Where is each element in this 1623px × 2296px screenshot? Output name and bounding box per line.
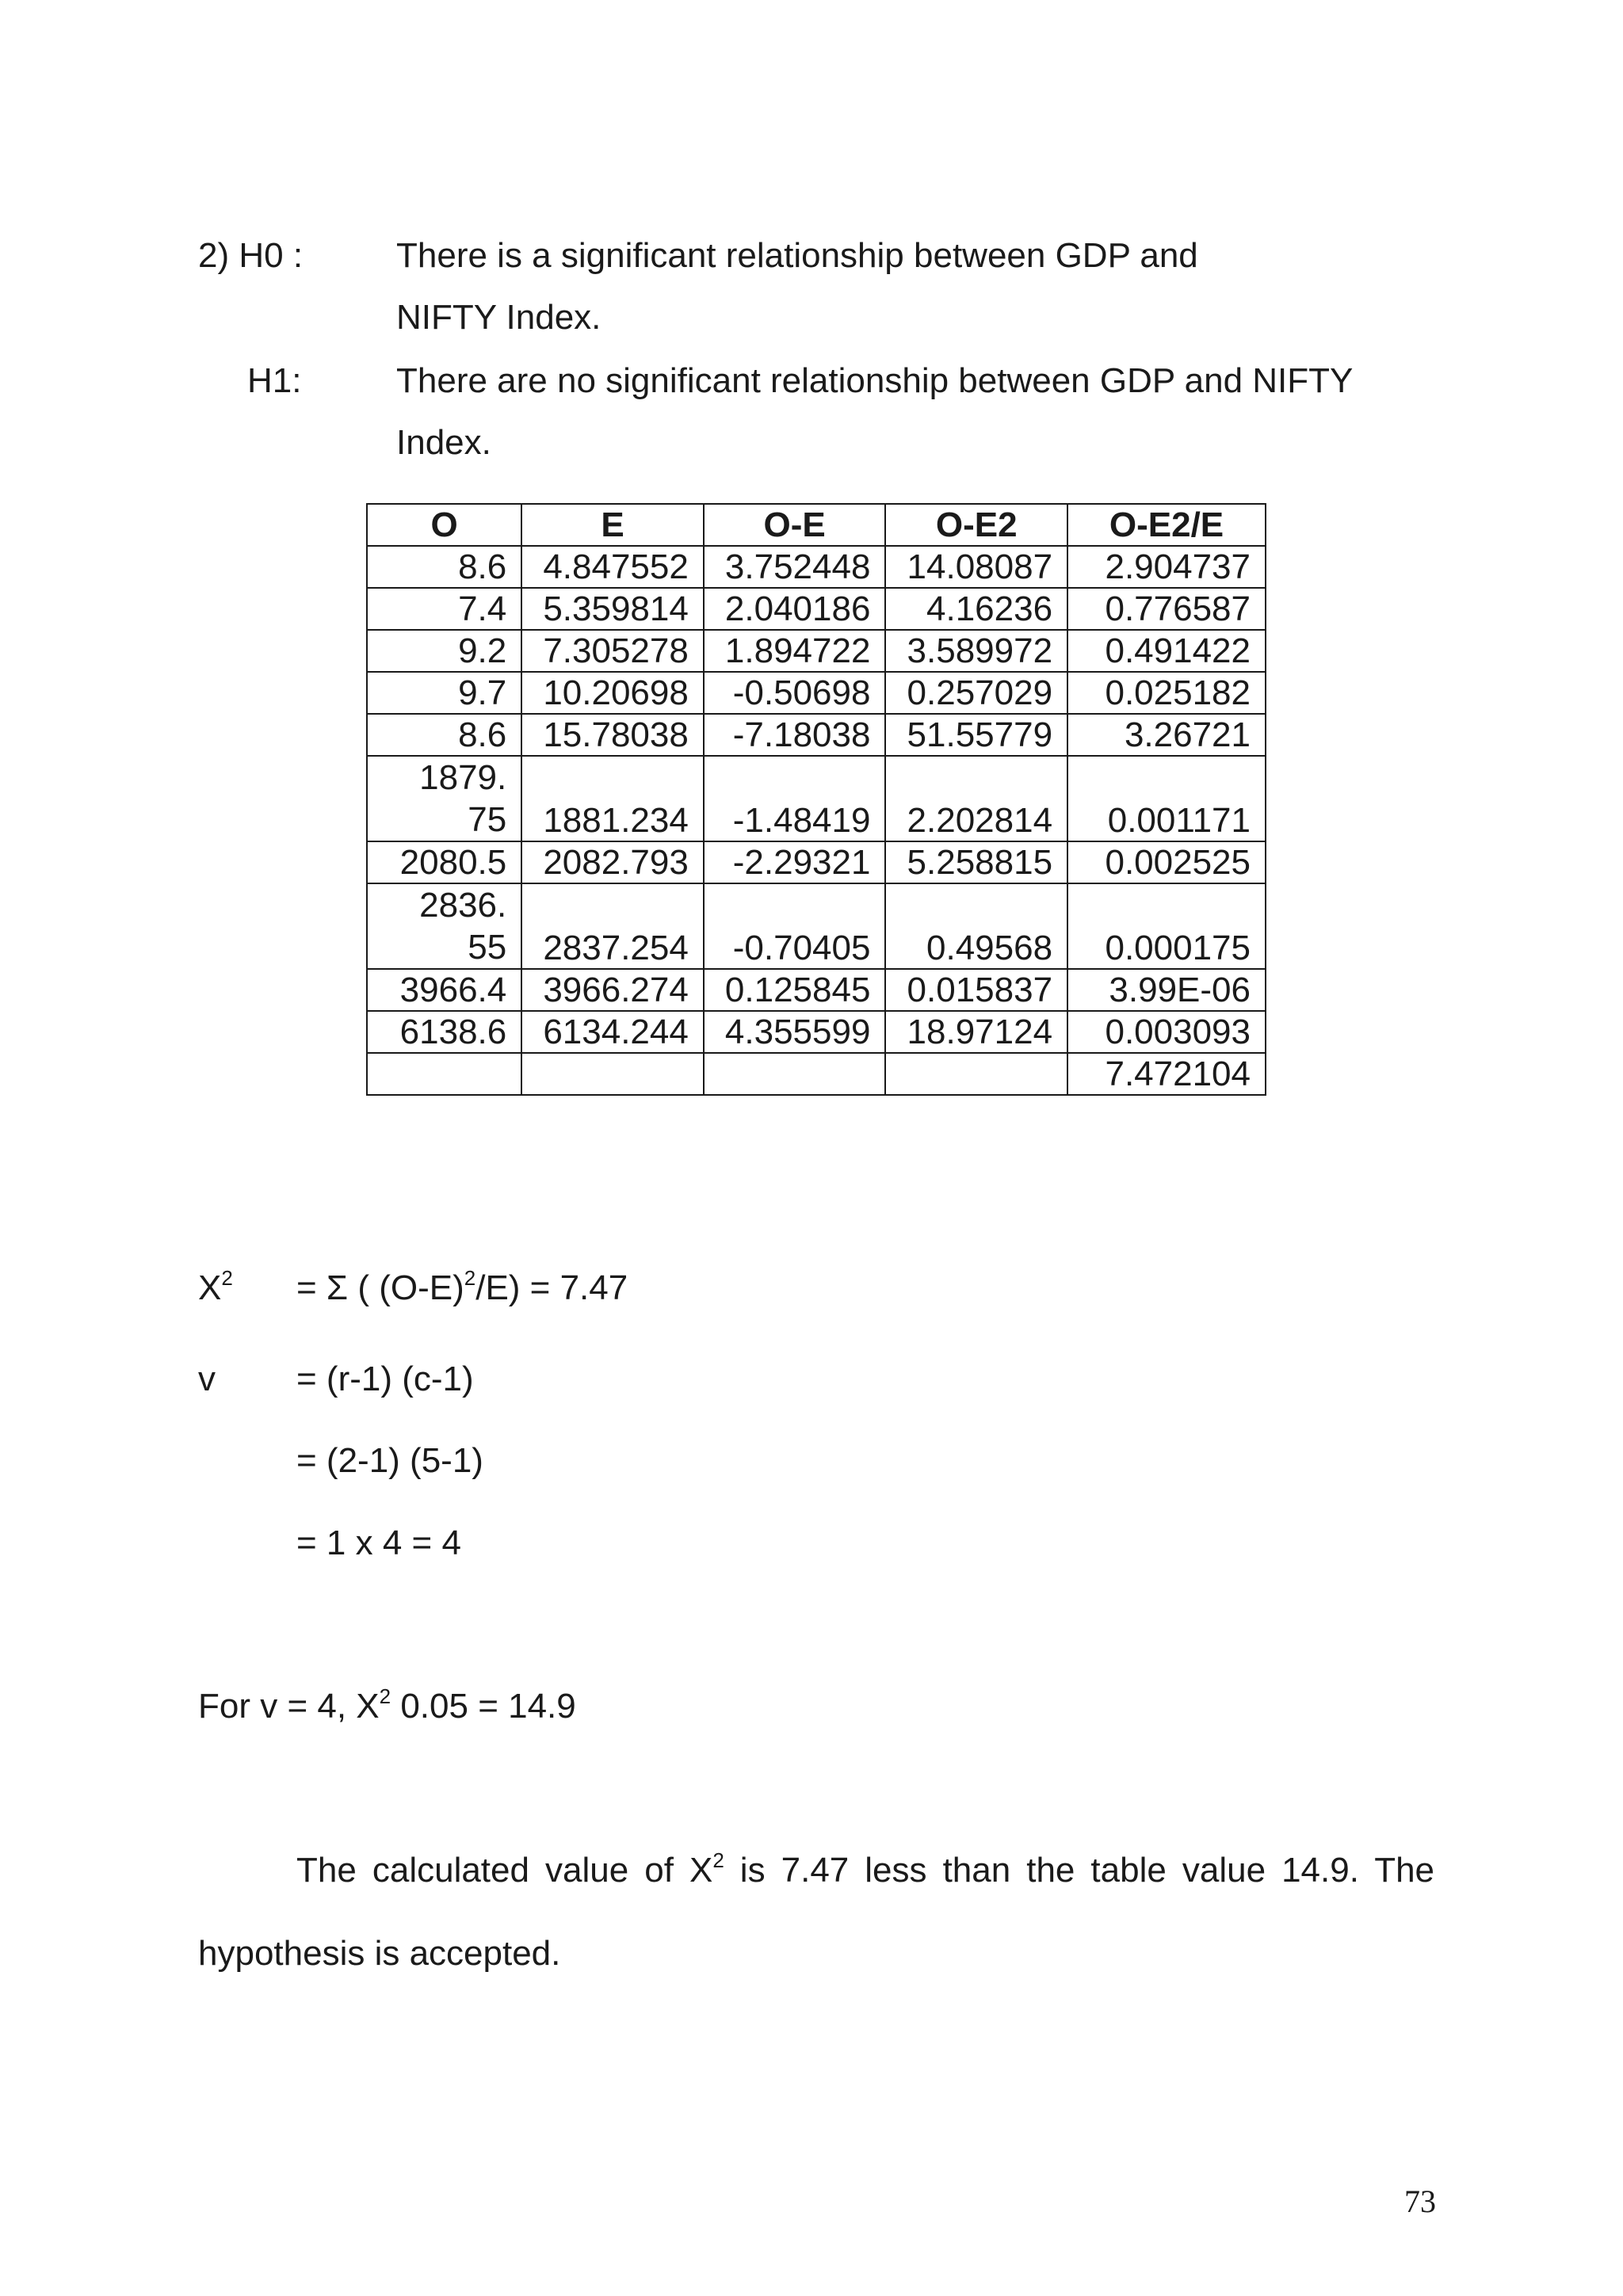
chi-expr-part-a: = Σ ( (O-E): [296, 1268, 464, 1307]
cell-o-minus-e-squared: 3.589972: [885, 630, 1067, 672]
cell-o-minus-e: 3.752448: [704, 546, 886, 588]
chi-square-expression: [296, 1268, 628, 1310]
cell-chi-contribution: 2.904737: [1067, 546, 1266, 588]
h1-text-line2: Index.: [396, 423, 491, 462]
cell-o-minus-e-squared: 0.015837: [885, 969, 1067, 1011]
cell-o: 7.4: [367, 588, 521, 630]
v-line3: = 1 x 4 = 4: [296, 1524, 461, 1562]
cell-o-minus-e: -1.48419: [704, 756, 886, 841]
cell-e: 7.305278: [521, 630, 704, 672]
v-line1: = (r-1) (c-1): [296, 1360, 474, 1398]
cell-e: 6134.244: [521, 1011, 704, 1053]
h1-text-line1: There are no significant relationship between GDP and NIFTY: [396, 361, 1354, 400]
cell-e: 4.847552: [521, 546, 704, 588]
conclusion-part-a: The calculated value of X: [296, 1851, 713, 1890]
table-header-row: [367, 504, 1266, 546]
cell-o: 9.2: [367, 630, 521, 672]
cell-chi-contribution: 3.26721: [1067, 714, 1266, 756]
cell-e: 2837.254: [521, 883, 704, 969]
conclusion-sup: 2: [712, 1848, 724, 1872]
table-row: [367, 630, 1266, 672]
chi-expr-sup: 2: [464, 1266, 476, 1290]
cell-chi-contribution: 0.002525: [1067, 841, 1266, 883]
cell-o-minus-e-squared: 0.257029: [885, 672, 1067, 714]
conclusion-line1: [296, 1850, 1434, 1892]
chi-symbol-base: X: [198, 1268, 222, 1307]
table-value-part-b: 0.05 = 14.9: [391, 1687, 576, 1726]
cell-o-minus-e: -2.29321: [704, 841, 886, 883]
header-o: O: [367, 504, 521, 546]
cell-chi-contribution: 0.776587: [1067, 588, 1266, 630]
cell-o-minus-e: 0.125845: [704, 969, 886, 1011]
table-value-line: [198, 1686, 576, 1728]
cell-chi-contribution: 0.025182: [1067, 672, 1266, 714]
cell-o-wrapped: [367, 756, 521, 841]
table-row: [367, 1011, 1266, 1053]
cell-o-minus-e-squared: 2.202814: [885, 756, 1067, 841]
v-symbol: v: [198, 1360, 216, 1398]
cell-o-minus-e-squared: 0.49568: [885, 883, 1067, 969]
cell-empty: [521, 1053, 704, 1095]
chi-expr-part-b: /E) = 7.47: [475, 1268, 628, 1307]
chi-square-table: [366, 503, 1266, 1096]
cell-o-minus-e-squared: 5.258815: [885, 841, 1067, 883]
table-value-part-a: For v = 4, X: [198, 1687, 380, 1726]
cell-o-minus-e: 4.355599: [704, 1011, 886, 1053]
cell-o-value: 1879.75: [419, 758, 507, 839]
cell-o-minus-e-squared: 51.55779: [885, 714, 1067, 756]
cell-o-minus-e: -0.50698: [704, 672, 886, 714]
table-row: [367, 969, 1266, 1011]
cell-o: 3966.4: [367, 969, 521, 1011]
table-row: [367, 546, 1266, 588]
header-o-minus-e-squared: O-E2: [885, 504, 1067, 546]
chi-square-symbol: [198, 1268, 233, 1310]
conclusion-part-b: is 7.47 less than the table value 14.9. The: [724, 1851, 1435, 1890]
h0-label: 2) H0 :: [198, 236, 304, 275]
table-total-row: [367, 1053, 1266, 1095]
cell-o: 6138.6: [367, 1011, 521, 1053]
header-chi-contribution: O-E2/E: [1067, 504, 1266, 546]
table-row: [367, 672, 1266, 714]
chi-symbol-sup: 2: [221, 1266, 233, 1290]
cell-o-minus-e: -7.18038: [704, 714, 886, 756]
cell-o: 9.7: [367, 672, 521, 714]
cell-chi-contribution: 0.001171: [1067, 756, 1266, 841]
h1-label: H1:: [247, 361, 302, 400]
cell-total: 7.472104: [1067, 1053, 1266, 1095]
cell-o: 2080.5: [367, 841, 521, 883]
cell-o-value: 2836.55: [419, 886, 507, 967]
cell-o-minus-e: 1.894722: [704, 630, 886, 672]
cell-chi-contribution: 0.003093: [1067, 1011, 1266, 1053]
cell-e: 15.78038: [521, 714, 704, 756]
table-row: [367, 714, 1266, 756]
cell-empty: [885, 1053, 1067, 1095]
cell-e: 1881.234: [521, 756, 704, 841]
cell-e: 2082.793: [521, 841, 704, 883]
conclusion-line2: hypothesis is accepted.: [198, 1934, 561, 1973]
table-row: [367, 756, 1266, 841]
table-row: [367, 841, 1266, 883]
h0-text-line1: There is a significant relationship between GDP and: [396, 236, 1198, 275]
cell-o-minus-e: 2.040186: [704, 588, 886, 630]
v-line2: = (2-1) (5-1): [296, 1441, 483, 1480]
header-o-minus-e: O-E: [704, 504, 886, 546]
cell-empty: [704, 1053, 886, 1095]
cell-o-minus-e-squared: 18.97124: [885, 1011, 1067, 1053]
cell-e: 5.359814: [521, 588, 704, 630]
page-number: 73: [1404, 2183, 1436, 2219]
table-row: [367, 883, 1266, 969]
cell-chi-contribution: 3.99E-06: [1067, 969, 1266, 1011]
cell-o-minus-e-squared: 14.08087: [885, 546, 1067, 588]
table-row: [367, 588, 1266, 630]
h0-text-line2: NIFTY Index.: [396, 298, 601, 337]
cell-empty: [367, 1053, 521, 1095]
cell-e: 10.20698: [521, 672, 704, 714]
cell-o-wrapped: [367, 883, 521, 969]
cell-chi-contribution: 0.000175: [1067, 883, 1266, 969]
cell-chi-contribution: 0.491422: [1067, 630, 1266, 672]
cell-o: 8.6: [367, 714, 521, 756]
table-value-sup: 2: [379, 1684, 391, 1708]
cell-o-minus-e-squared: 4.16236: [885, 588, 1067, 630]
cell-o-minus-e: -0.70405: [704, 883, 886, 969]
header-e: E: [521, 504, 704, 546]
cell-o: 8.6: [367, 546, 521, 588]
cell-e: 3966.274: [521, 969, 704, 1011]
